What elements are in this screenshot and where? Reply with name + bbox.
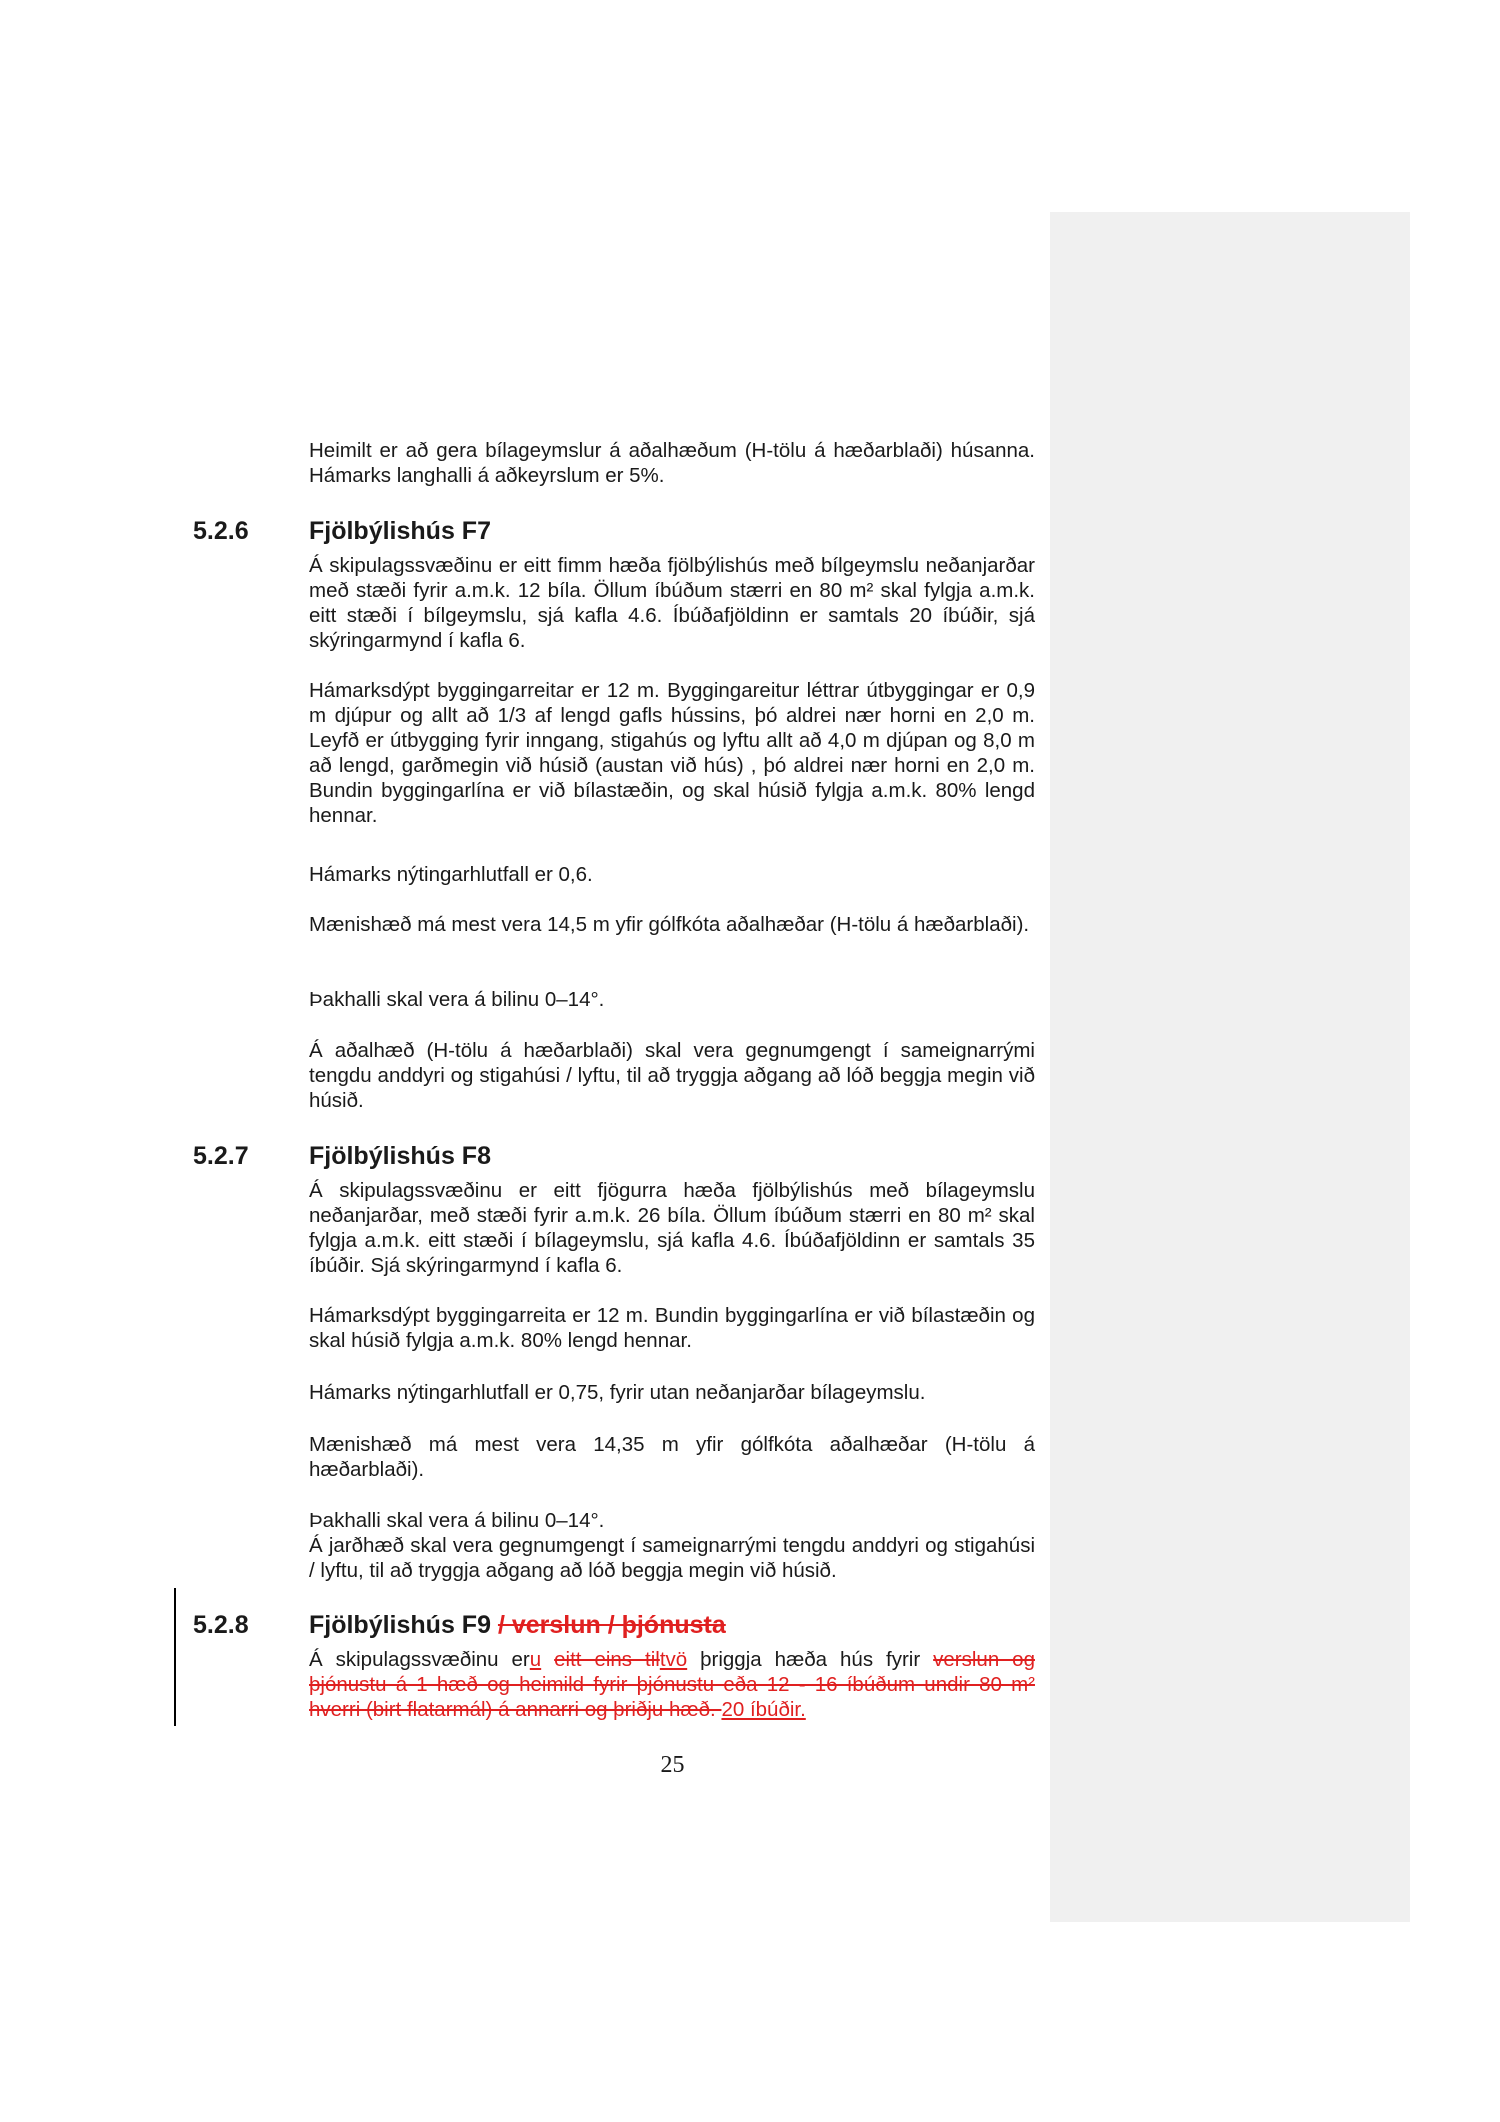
paragraph: Mænishæð má mest vera 14,5 m yfir gólfkóta aðalhæðar (H-tölu á hæðarblaði).	[309, 913, 1030, 936]
comment-margin-pane	[1050, 212, 1410, 1922]
paragraph: Hámarksdýpt byggingarreita er 12 m. Bundin byggingarlína er við bílastæðin og skal húsið fylgja a.m.k. 80% lengd hennar.	[309, 1304, 1035, 1352]
section-5-2-6-body	[309, 912, 1035, 937]
section-title	[309, 1608, 726, 1642]
paragraph: Á skipulagssvæðinu er eitt fjögurra hæða fjölbýlishús með bílageymslu neðanjarðar, með stæði fyrir a.m.k. 26 bíla. Öllum íbúðum stærri en 80 m² skal fylgja a.m.k. eitt stæði í bílageymslu, sjá kafla 4.6. Íbúðafjöldinn er samtals 35 íbúðir. Sjá skýringarmynd í kafla 6.	[309, 1179, 1035, 1277]
deleted-title-text: / verslun / þjónusta	[497, 1611, 726, 1639]
paragraph: Á aðalhæð (H-tölu á hæðarblaði) skal vera gegnumgengt í sameignarrými tengdu anddyri og stigahúsi / lyftu, til að tryggja aðgang að lóð beggja megin við húsið.	[309, 1039, 1035, 1112]
section-heading-5-2-8	[193, 1608, 1053, 1642]
inserted-text: tvö	[659, 1648, 688, 1671]
section-5-2-7-body	[309, 1508, 1035, 1583]
section-5-2-6-body	[309, 678, 1035, 828]
deleted-text: verslun og þjónustu á 1 hæð og heimild fyrir þjónustu eða 12 - 16 íbúðum undir 80 m² hverri (birt flatarmál) á annarri og þriðju hæð.	[309, 1648, 1035, 1721]
intro-paragraph-block	[309, 438, 1035, 488]
revision-change-bar	[174, 1588, 176, 1726]
section-5-2-7-body	[309, 1432, 1035, 1482]
section-5-2-7-body	[309, 1380, 1035, 1405]
section-number: 5.2.7	[193, 1142, 249, 1170]
section-title-text: Fjölbýlishús F9	[309, 1611, 491, 1639]
text-run	[541, 1648, 554, 1671]
section-5-2-7-body	[309, 1303, 1035, 1353]
section-5-2-6-body	[309, 862, 1035, 887]
paragraph: Hámarksdýpt byggingarreitar er 12 m. Byggingareitur léttrar útbyggingar er 0,9 m djúpur og allt að 1/3 af lengd gafls hússins, þó aldrei nær horni en 2,0 m. Leyfð er útbygging fyrir inngang, stigahús og lyftu allt að 4,0 m djúpan og 8,0 m að lengd, garðmegin við húsið (austan við hús) , þó aldrei nær horni en 2,0 m. Bundin byggingarlína er við bílastæðin, og skal húsið fylgja a.m.k. 80% lengd hennar.	[309, 679, 1035, 827]
section-heading-5-2-6	[193, 514, 1053, 548]
section-title: Fjölbýlishús F8	[309, 1142, 491, 1170]
page-number: 25	[660, 1752, 685, 1778]
section-heading-5-2-7	[193, 1139, 1053, 1173]
section-5-2-6-body	[309, 553, 1035, 653]
paragraph: Hámarks nýtingarhlutfall er 0,75, fyrir utan neðanjarðar bílageymslu.	[309, 1381, 926, 1404]
paragraph: Þakhalli skal vera á bilinu 0–14°.	[309, 1509, 605, 1532]
section-5-2-6-body	[309, 987, 1035, 1012]
paragraph: Á skipulagssvæðinu er eitt fimm hæða fjölbýlishús með bílgeymslu neðanjarðar með stæði fyrir a.m.k. 12 bíla. Öllum íbúðum stærri en 80 m² skal fylgja a.m.k. eitt stæði í bílgeymslu, sjá kafla 4.6. Íbúðafjöldinn er samtals 20 íbúðir, sjá skýringarmynd í kafla 6.	[309, 554, 1035, 652]
paragraph: Á jarðhæð skal vera gegnumgengt í sameignarrými tengdu anddyri og stigahúsi / lyftu, til að tryggja aðgang að lóð beggja megin við húsið.	[309, 1534, 1035, 1582]
inserted-text: 20 íbúðir.	[721, 1698, 806, 1721]
paragraph: Mænishæð má mest vera 14,35 m yfir gólfkóta aðalhæðar (H-tölu á hæðarblaði).	[309, 1433, 1035, 1481]
section-5-2-7-body	[309, 1178, 1035, 1278]
paragraph: Heimilt er að gera bílageymslur á aðalhæðum (H-tölu á hæðarblaði) húsanna. Hámarks langhalli á aðkeyrslum er 5%.	[309, 439, 1035, 487]
section-5-2-6-body	[309, 1038, 1035, 1113]
section-title: Fjölbýlishús F7	[309, 517, 491, 545]
deleted-text: eitt eins til	[554, 1648, 660, 1671]
section-number: 5.2.6	[193, 517, 249, 545]
inserted-text: u	[529, 1648, 542, 1671]
paragraph: Hámarks nýtingarhlutfall er 0,6.	[309, 863, 593, 886]
text-run: þriggja hæða hús fyrir	[687, 1648, 934, 1671]
tracked-changes-paragraph	[309, 1647, 1035, 1722]
paragraph: Þakhalli skal vera á bilinu 0–14°.	[309, 988, 605, 1011]
section-number: 5.2.8	[193, 1611, 249, 1639]
section-5-2-8-body	[309, 1647, 1035, 1722]
text-run: Á skipulagssvæðinu er	[309, 1648, 530, 1671]
